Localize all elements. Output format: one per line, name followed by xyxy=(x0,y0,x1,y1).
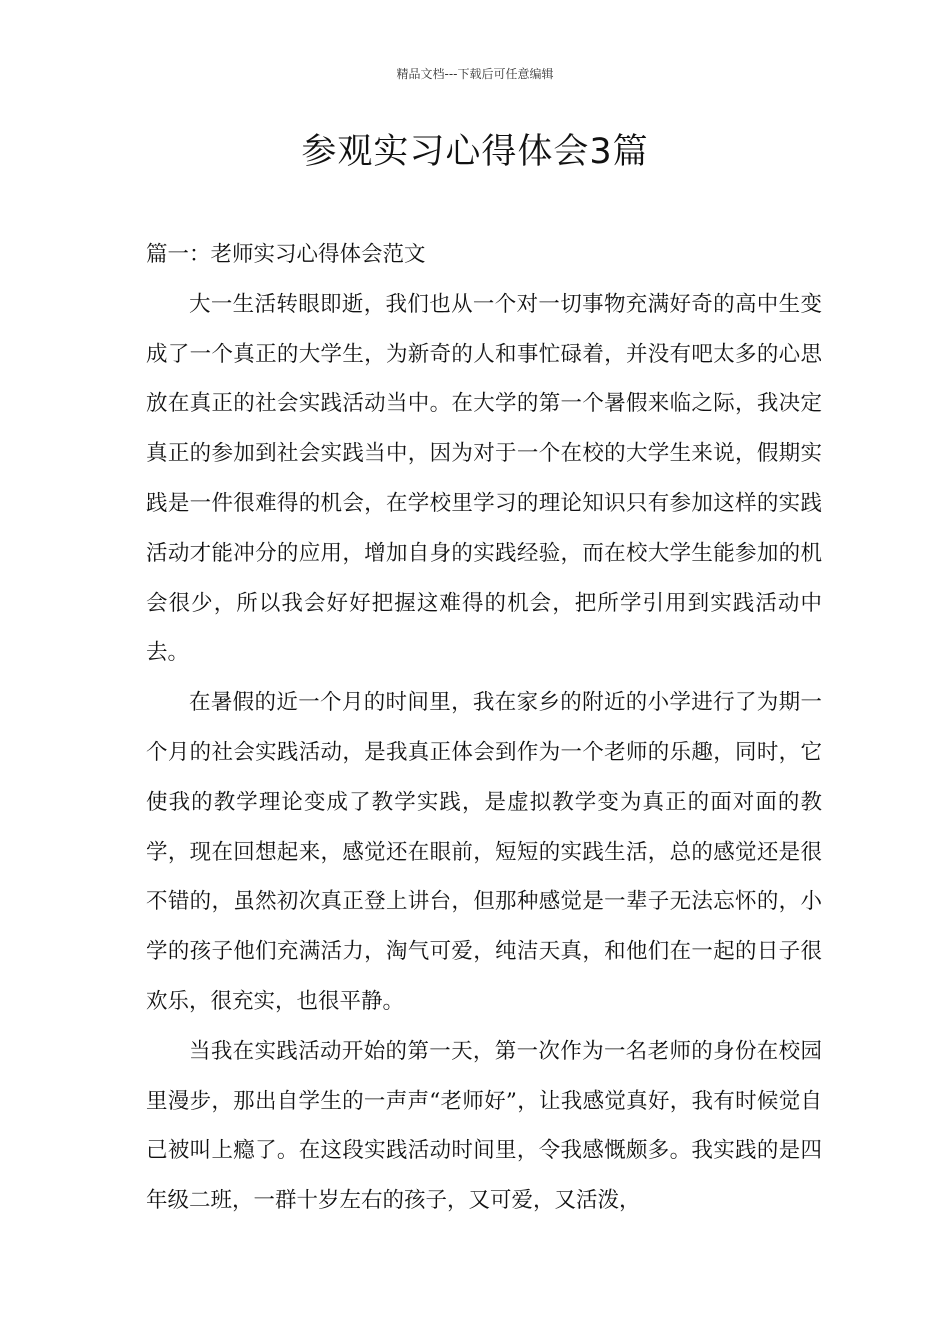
section-heading: 篇一：老师实习心得体会范文 xyxy=(146,242,426,267)
document-title: 参观实习心得体会3篇 xyxy=(301,132,649,172)
document-body xyxy=(146,230,822,1226)
page-header: 精品文档---下载后可任意编辑 xyxy=(396,67,554,81)
paragraph-2: 在暑假的近一个月的时间里，我在家乡的附近的小学进行了为期一个月的社会实践活动，是我真正体会到作为一个老师的乐趣，同时，它使我的教学理论变成了教学实践，是虚拟教学变为真正的面对面的教学，现在回想起来，感觉还在眼前，短短的实践生活，总的感觉还是很不错的，虽然初次真正登上讲台，但那种感觉是一辈子无法忘怀的，小学的孩子他们充满活力，淘气可爱，纯洁天真，和他们在一起的日子很欢乐，很充实，也很平静。 xyxy=(146,690,822,1014)
paragraph-1: 大一生活转眼即逝，我们也从一个对一切事物充满好奇的高中生变成了一个真正的大学生，为新奇的人和事忙碌着，并没有吧太多的心思放在真正的社会实践活动当中。在大学的第一个暑假来临之际，我决定真正的参加到社会实践当中，因为对于一个在校的大学生来说，假期实践是一件很难得的机会，在学校里学习的理论知识只有参加这样的实践活动才能冲分的应用，增加自身的实践经验，而在校大学生能参加的机会很少，所以我会好好把握这难得的机会，把所学引用到实践活动中去。 xyxy=(146,291,822,666)
paragraph-3: 当我在实践活动开始的第一天，第一次作为一名老师的身份在校园里漫步，那出自学生的一声声“老师好”，让我感觉真好，我有时候觉自己被叫上瘾了。在这段实践活动时间里，令我感慨颇多。我实践的是四年级二班，一群十岁左右的孩子，又可爱，又活泼， xyxy=(146,1038,822,1214)
